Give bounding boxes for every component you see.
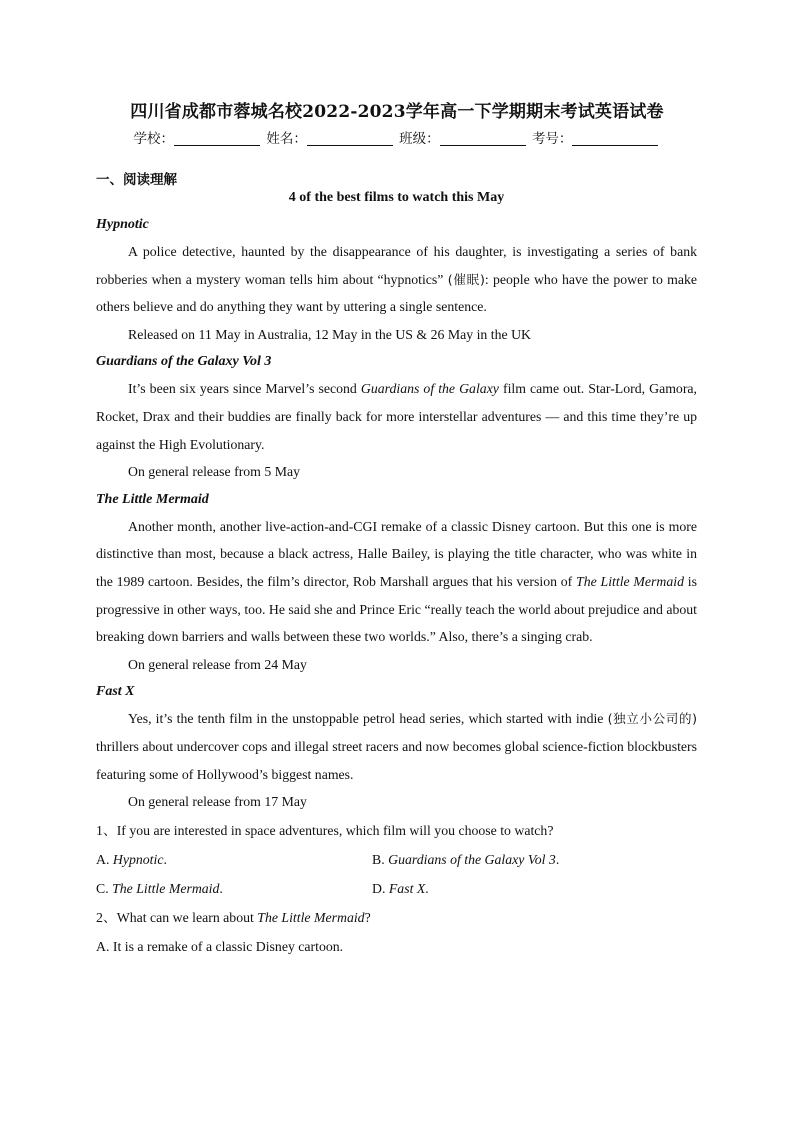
passage-title: 4 of the best films to watch this May [288,190,505,205]
option-b[interactable]: B. Guardians of the Galaxy Vol 3. [372,851,560,867]
options-row [96,874,697,903]
film-release: On general release from 17 May [128,794,307,810]
film-title: Hypnotic [96,217,149,232]
film-title: The Little Mermaid [96,491,209,507]
exam-title: 四川省成都市蓉城名校2022-2023学年高一下学期期末考试英语试卷 [130,102,664,122]
options-row [96,932,697,961]
film-title: Fast X [96,684,135,700]
name-blank[interactable] [307,132,393,146]
film-description: It’s been six years since Marvel’s second Guardians of the Galaxy film came out. Star-Lord, Gamora, Rocket, Drax and their buddies are finally back for more interstellar adventures — and this time they’re up against the High Evolutionary. [96,381,698,452]
film-release: On general release from 5 May [128,464,301,480]
film-description: Another month, another live-action-and-CGI remake of a classic Disney cartoon. But this one is more distinctive than most, because a black actress, Halle Bailey, is playing the title character, who was white in the 1989 cartoon. Besides, the film’s director, Rob Marshall argues that his version of The Little Mermaid is progressive in other ways, too. He said she and Prince Eric “really teach the world about prejudice and about breaking down barriers and walls between these two worlds.” Also, there’s a singing crab. [96,518,697,645]
name-label: 姓名： [266,131,307,147]
film-release: Released on 11 May in Australia, 12 May in the US & 26 May in the UK [128,326,531,342]
school-label: 学校： [133,131,175,147]
options-row [96,845,697,874]
option-a[interactable]: A. Hypnotic. [96,851,167,867]
film-release: On general release from 24 May [128,656,307,672]
question-stem: 1、If you are interested in space adventures, which film will you choose to watch? [96,822,554,838]
option-a[interactable]: A. It is a remake of a classic Disney cartoon. [96,938,344,954]
question-stem: 2、What can we learn about The Little Mermaid? [96,909,371,925]
class-blank[interactable] [440,132,526,146]
film-description: A police detective, haunted by the disappearance of his daughter, is investigating a series of bank robberies when a mystery woman tells him about “hypnotics” (催眠): people who have the power to make others believe and do anything they want by uttering a single sentence. [96,244,697,315]
reading-content [96,184,697,961]
school-blank[interactable] [174,132,260,146]
exam-number-blank[interactable] [572,132,658,146]
option-c[interactable]: C. The Little Mermaid. [96,880,223,896]
student-info-line [0,127,794,147]
film-description: Yes, it’s the tenth film in the unstoppable petrol head series, which started with indie (独立小公司的) thrillers about undercover cops and illegal street racers and now becomes global science-fiction blockbusters featuring some of Hollywood’s biggest names. [96,711,697,782]
option-d[interactable]: D. Fast X. [372,880,429,896]
exam-number-label: 考号： [531,131,573,147]
class-label: 班级： [399,131,440,147]
section-heading: 一、阅读理解 [96,172,177,188]
film-title: Guardians of the Galaxy Vol 3 [96,354,272,370]
